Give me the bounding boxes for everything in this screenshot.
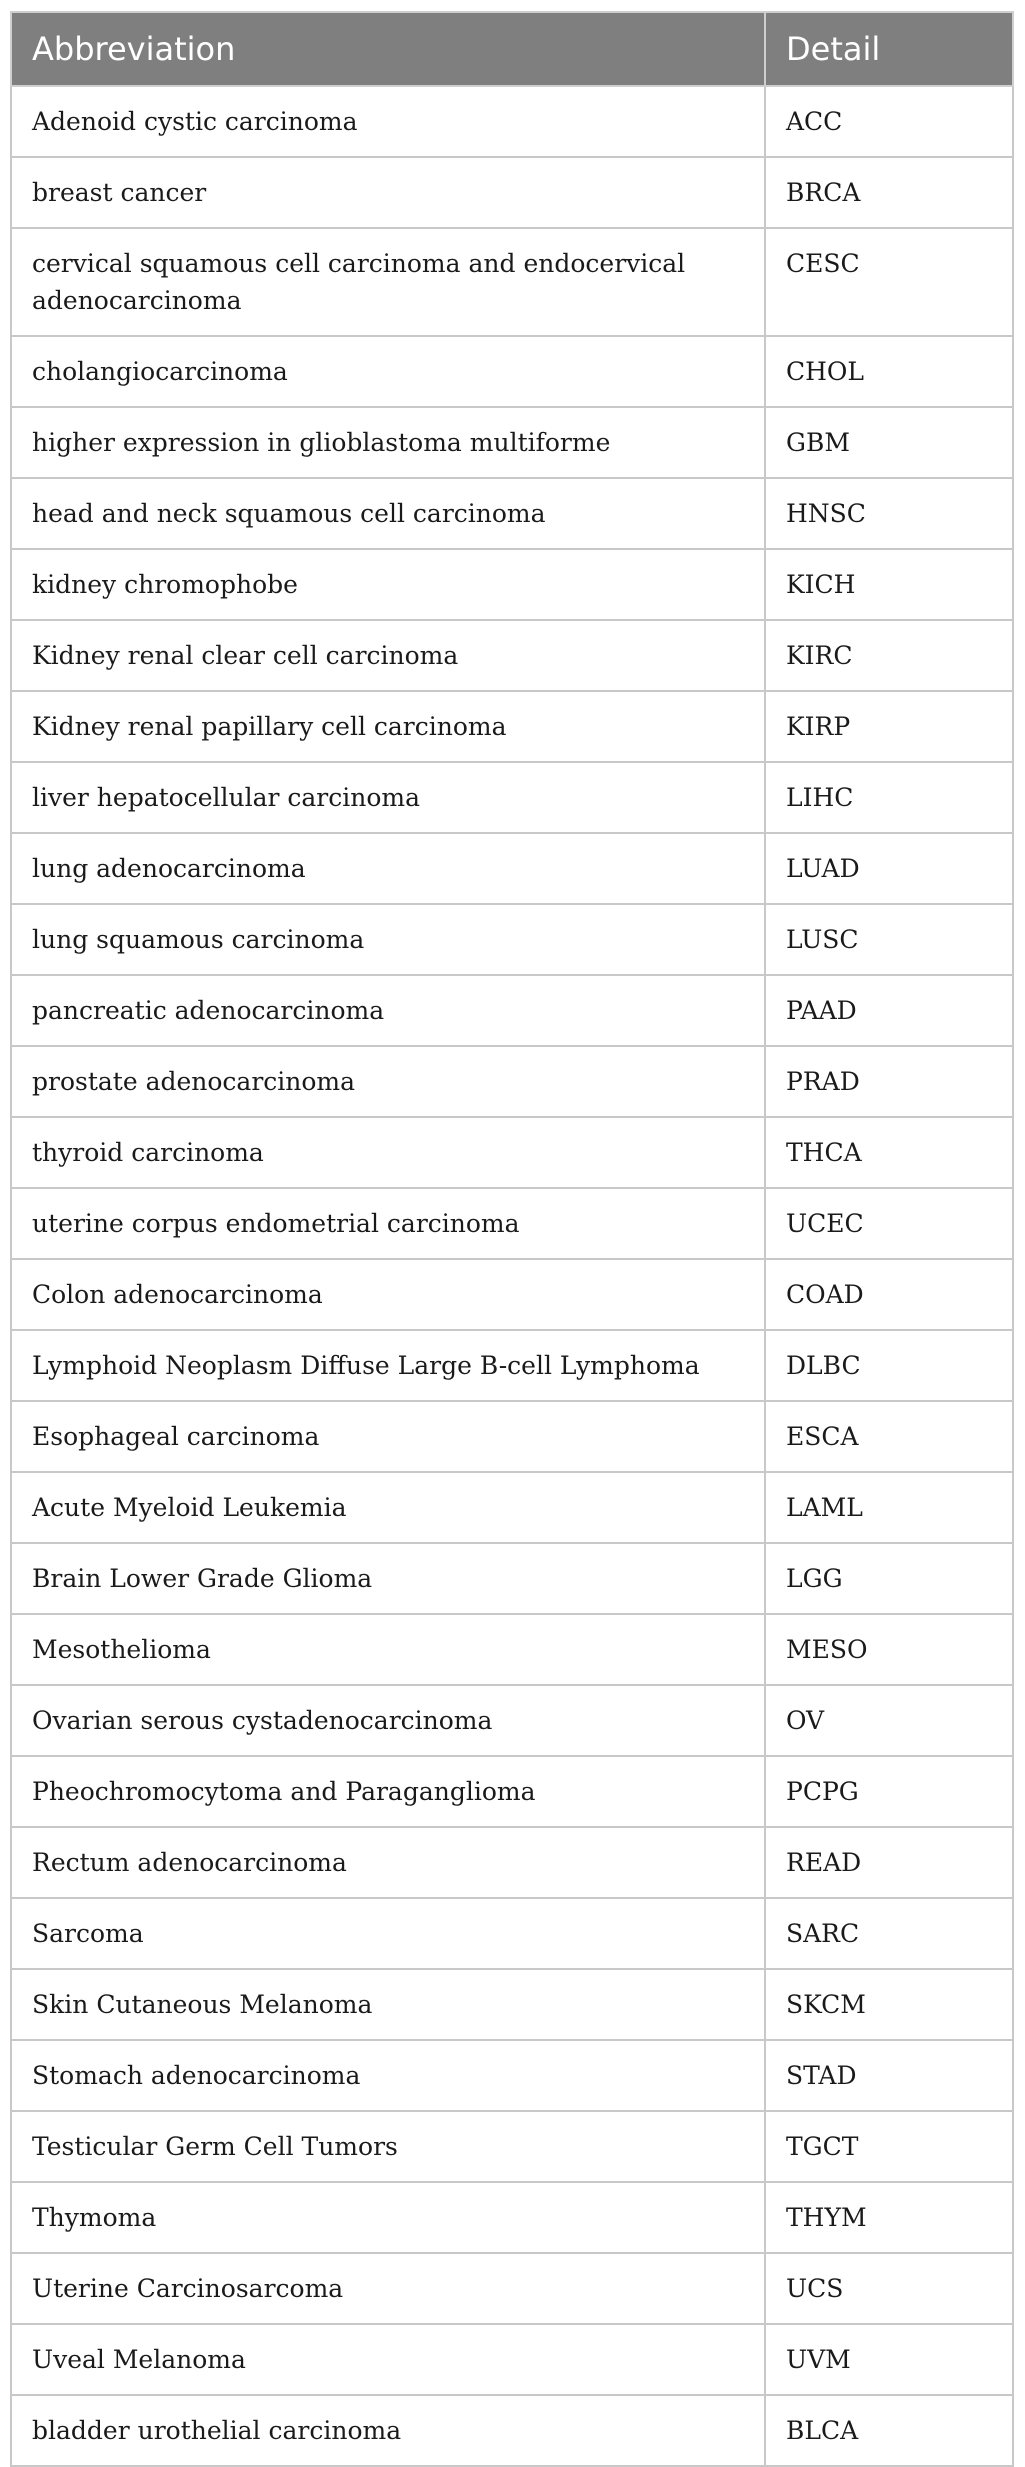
cell-name: Esophageal carcinoma (11, 1401, 765, 1472)
table-row (11, 1969, 1013, 2040)
table-row (11, 2395, 1013, 2466)
table-row (11, 228, 1013, 336)
table-row (11, 1898, 1013, 1969)
table-row (11, 2182, 1013, 2253)
cell-code: STAD (765, 2040, 1013, 2111)
table-row (11, 1685, 1013, 1756)
cell-name: thyroid carcinoma (11, 1117, 765, 1188)
abbreviation-table (10, 11, 1014, 2467)
cell-name: bladder urothelial carcinoma (11, 2395, 765, 2466)
cell-code: OV (765, 1685, 1013, 1756)
table-row (11, 2040, 1013, 2111)
cell-code: CESC (765, 228, 1013, 336)
cell-code: LIHC (765, 762, 1013, 833)
table-row (11, 1401, 1013, 1472)
table-header-row (11, 12, 1013, 86)
cell-code: THYM (765, 2182, 1013, 2253)
table-row (11, 1756, 1013, 1827)
cell-name: prostate adenocarcinoma (11, 1046, 765, 1117)
cell-code: KIRP (765, 691, 1013, 762)
table-row (11, 2253, 1013, 2324)
cell-code: PCPG (765, 1756, 1013, 1827)
table-row (11, 1188, 1013, 1259)
cell-name: Thymoma (11, 2182, 765, 2253)
cell-code: BRCA (765, 157, 1013, 228)
cell-name: higher expression in glioblastoma multiforme (11, 407, 765, 478)
cell-code: LGG (765, 1543, 1013, 1614)
cell-code: LAML (765, 1472, 1013, 1543)
cell-name: Skin Cutaneous Melanoma (11, 1969, 765, 2040)
cell-code: LUSC (765, 904, 1013, 975)
cell-code: THCA (765, 1117, 1013, 1188)
cell-name: pancreatic adenocarcinoma (11, 975, 765, 1046)
table-row (11, 691, 1013, 762)
cell-code: PRAD (765, 1046, 1013, 1117)
table-row (11, 1472, 1013, 1543)
cell-name: Testicular Germ Cell Tumors (11, 2111, 765, 2182)
table-row (11, 157, 1013, 228)
table-row (11, 1543, 1013, 1614)
cell-code: KICH (765, 549, 1013, 620)
table-row (11, 549, 1013, 620)
cell-code: UCEC (765, 1188, 1013, 1259)
table-row (11, 975, 1013, 1046)
cell-code: ESCA (765, 1401, 1013, 1472)
cell-code: UVM (765, 2324, 1013, 2395)
cell-name: Stomach adenocarcinoma (11, 2040, 765, 2111)
cell-code: READ (765, 1827, 1013, 1898)
table-row (11, 620, 1013, 691)
table-row (11, 1117, 1013, 1188)
cell-name: cholangiocarcinoma (11, 336, 765, 407)
cell-code: TGCT (765, 2111, 1013, 2182)
cell-name: Kidney renal papillary cell carcinoma (11, 691, 765, 762)
cell-code: UCS (765, 2253, 1013, 2324)
cell-name: head and neck squamous cell carcinoma (11, 478, 765, 549)
table-row (11, 1614, 1013, 1685)
cell-code: COAD (765, 1259, 1013, 1330)
table-row (11, 1330, 1013, 1401)
cell-name: Pheochromocytoma and Paraganglioma (11, 1756, 765, 1827)
cell-code: HNSC (765, 478, 1013, 549)
cell-code: MESO (765, 1614, 1013, 1685)
table-row (11, 1259, 1013, 1330)
cell-name: Ovarian serous cystadenocarcinoma (11, 1685, 765, 1756)
cell-name: Adenoid cystic carcinoma (11, 86, 765, 157)
cell-code: CHOL (765, 336, 1013, 407)
cell-name: cervical squamous cell carcinoma and endocervical adenocarcinoma (11, 228, 765, 336)
abbreviation-table-container (10, 11, 1012, 2467)
table-row (11, 833, 1013, 904)
cell-name: Lymphoid Neoplasm Diffuse Large B-cell Lymphoma (11, 1330, 765, 1401)
cell-code: ACC (765, 86, 1013, 157)
table-row (11, 904, 1013, 975)
cell-name: lung squamous carcinoma (11, 904, 765, 975)
table-row (11, 1046, 1013, 1117)
cell-code: GBM (765, 407, 1013, 478)
cell-name: Acute Myeloid Leukemia (11, 1472, 765, 1543)
cell-name: Kidney renal clear cell carcinoma (11, 620, 765, 691)
cell-name: uterine corpus endometrial carcinoma (11, 1188, 765, 1259)
cell-code: BLCA (765, 2395, 1013, 2466)
cell-name: kidney chromophobe (11, 549, 765, 620)
table-row (11, 2324, 1013, 2395)
table-row (11, 2111, 1013, 2182)
cell-code: SARC (765, 1898, 1013, 1969)
cell-name: lung adenocarcinoma (11, 833, 765, 904)
table-row (11, 1827, 1013, 1898)
header-abbreviation: Abbreviation (11, 12, 765, 86)
cell-name: Uveal Melanoma (11, 2324, 765, 2395)
header-detail: Detail (765, 12, 1013, 86)
cell-code: PAAD (765, 975, 1013, 1046)
cell-name: Rectum adenocarcinoma (11, 1827, 765, 1898)
cell-name: Mesothelioma (11, 1614, 765, 1685)
table-row (11, 336, 1013, 407)
cell-name: breast cancer (11, 157, 765, 228)
table-row (11, 478, 1013, 549)
table-row (11, 407, 1013, 478)
cell-code: LUAD (765, 833, 1013, 904)
cell-name: Brain Lower Grade Glioma (11, 1543, 765, 1614)
cell-code: DLBC (765, 1330, 1013, 1401)
table-row (11, 86, 1013, 157)
table-row (11, 762, 1013, 833)
cell-name: Colon adenocarcinoma (11, 1259, 765, 1330)
cell-name: Uterine Carcinosarcoma (11, 2253, 765, 2324)
cell-name: Sarcoma (11, 1898, 765, 1969)
cell-code: SKCM (765, 1969, 1013, 2040)
cell-name: liver hepatocellular carcinoma (11, 762, 765, 833)
cell-code: KIRC (765, 620, 1013, 691)
